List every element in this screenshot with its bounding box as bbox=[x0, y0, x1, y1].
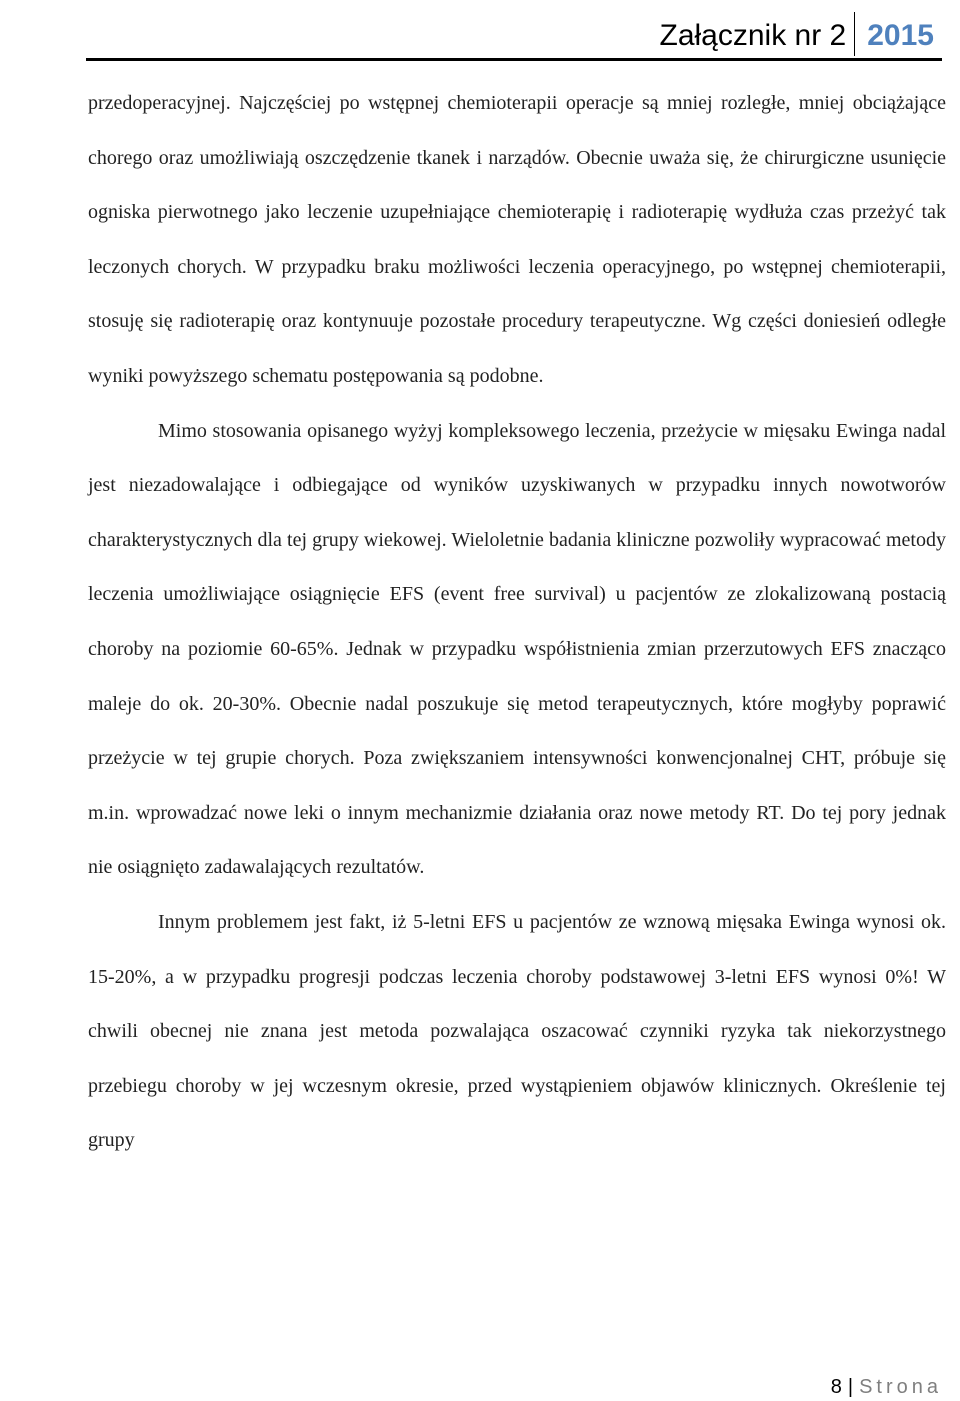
paragraph-2: Mimo stosowania opisanego wyżyj kompleksowego leczenia, przeżycie w mięsaku Ewinga nadal jest niezadowalające i odbiegające od wyników uzyskiwanych w przypadku innych nowotworów charakterystycznych dla tej grupy wiekowej. Wieloletnie badania kliniczne pozwoliły wypracować metody leczenia umożliwiające osiągnięcie EFS (event free survival) u pacjentów ze zlokalizowaną postacią choroby na poziomie 60-65%. Jednak w przypadku współistnienia zmian przerzutowych EFS znacząco maleje do ok. 20-30%. Obecnie nadal poszukuje się metod terapeutycznych, które mogłyby poprawić przeżycie w tej grupie chorych. Poza zwiększaniem intensywności konwencjonalnej CHT, próbuje się m.in. wprowadzać nowe leki o innym mechanizmie działania oraz nowe metody RT. Do tej pory jednak nie osiągnięto zadawalających rezultatów. bbox=[88, 419, 946, 879]
paragraph-1: przedoperacyjnej. Najczęściej po wstępnej chemioterapii operacje są mniej rozległe, mniej obciążające chorego oraz umożliwiają oszczędzenie tkanek i narządów. Obecnie uważa się, że chirurgiczne usunięcie ogniska pierwotnego jako leczenie uzupełniające chemioterapię i radioterapię wydłuża czas przeżyć tak leczonych chorych. W przypadku braku możliwości leczenia operacyjnego, po wstępnej chemioterapii, stosuję się radioterapię oraz kontynuuje pozostałe procedury terapeutyczne. Wg części doniesień odległe wyniki powyższego schematu postępowania są podobne. bbox=[88, 92, 946, 387]
paragraph-3: Innym problemem jest fakt, iż 5-letni EFS u pacjentów ze wznową mięsaka Ewinga wynosi ok. 15-20%, a w przypadku progresji podczas leczenia choroby podstawowej 3-letni EFS wynosi 0%! W chwili obecnej nie znana jest metoda pozwalająca oszacować czynniki ryzyka tak niekorzystnego przebiegu choroby w jej wczesnym okresie, przed wystąpieniem objawów klinicznych. Określenie tej grupy bbox=[88, 910, 946, 1152]
document-body bbox=[88, 76, 946, 1168]
header-rule bbox=[86, 58, 942, 61]
page-number: 8 bbox=[830, 1376, 842, 1398]
page-footer bbox=[831, 1376, 942, 1399]
header-year: 2015 bbox=[854, 12, 934, 56]
page-header bbox=[660, 8, 935, 56]
header-title: Załącznik nr 2 bbox=[659, 19, 847, 52]
footer-separator: | bbox=[847, 1376, 854, 1398]
footer-label: Strona bbox=[859, 1376, 942, 1398]
